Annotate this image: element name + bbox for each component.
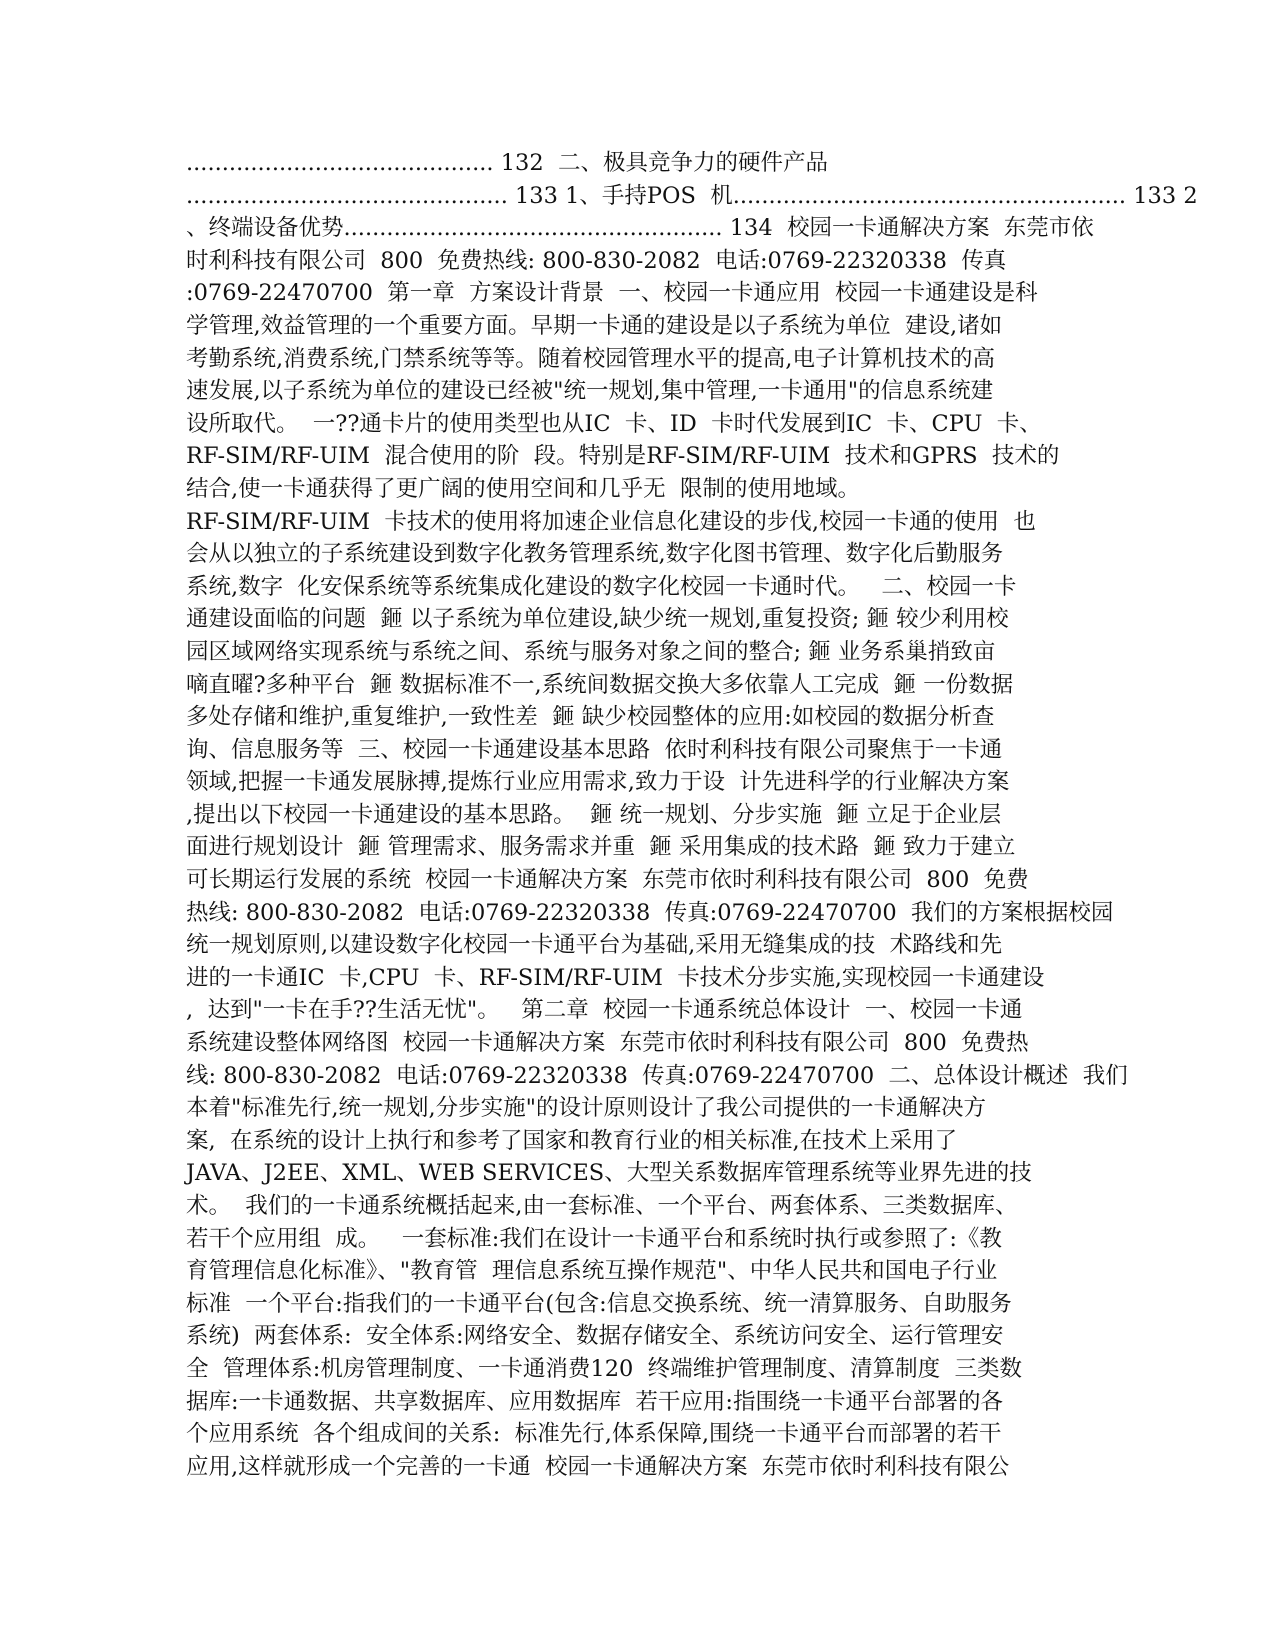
- text-line: 多处存储和维护,重复维护,一致性差 鉔 缺少校园整体的应用:如校园的数据分析查: [186, 704, 995, 731]
- text-line: :0769-22470700 第一章 方案设计背景 一、校园一卡通应用 校园一卡通建设是科: [186, 280, 1038, 307]
- text-line: 案, 在系统的设计上执行和参考了国家和教育行业的相关标准,在技术上采用了: [186, 1127, 958, 1154]
- text-line: ............................................. 133 1、手持POS 机....................................................... 133 2: [186, 182, 1198, 209]
- text-line: 若干个应用组 成。 一套标准:我们在设计一卡通平台和系统时执行或参照了:《教: [186, 1225, 1002, 1252]
- text-line: 热线: 800-830-2082 电话:0769-22320338 传真:0769-22470700 我们的方案根据校园: [186, 899, 1114, 926]
- text-line: 系统,数字 化安保系统等系统集成化建设的数字化校园一卡通时代。 二、校园一卡: [186, 573, 1017, 600]
- text-line: 本着"标准先行,统一规划,分步实施"的设计原则设计了我公司提供的一卡通解决方: [186, 1095, 987, 1122]
- text-line: 全 管理体系:机房管理制度、一卡通消费120 终端维护管理制度、清算制度 三类数: [186, 1355, 1022, 1382]
- body-text: [186, 147, 1198, 1483]
- text-line: 通建设面临的问题 鉔 以子系统为单位建设,缺少统一规划,重复投资; 鉔 较少利用校: [186, 606, 1009, 633]
- text-line: 术。 我们的一卡通系统概括起来,由一套标准、一个平台、两套体系、三类数据库、: [186, 1193, 1018, 1219]
- text-line: 设所取代。 一??通卡片的使用类型也从IC 卡、ID 卡时代发展到IC 卡、CPU 卡、: [186, 410, 1042, 437]
- text-line: RF-SIM/RF-UIM 混合使用的阶 段。特别是RF-SIM/RF-UIM 技术和GPRS 技术的: [186, 443, 1060, 470]
- text-line: 系统建设整体网络图 校园一卡通解决方案 东莞市依时利科技有限公司 800 免费热: [186, 1030, 1029, 1057]
- text-line: ........................................... 132 二、极具竞争力的硬件产品: [186, 150, 828, 176]
- text-line: 速发展,以子系统为单位的建设已经被"统一规划,集中管理,一卡通用"的信息系统建: [186, 378, 994, 405]
- text-line: JAVA、J2EE、XML、WEB SERVICES、大型关系数据库管理系统等业界先进的技: [186, 1160, 1032, 1187]
- text-line: 考勤系统,消费系统,门禁系统等等。随着校园管理水平的提高,电子计算机技术的高: [186, 345, 995, 372]
- text-line: 面进行规划设计 鉔 管理需求、服务需求并重 鉔 采用集成的技术路 鉔 致力于建立: [186, 834, 1016, 861]
- text-line: 时利科技有限公司 800 免费热线: 800-830-2082 电话:0769-22320338 传真: [186, 247, 1007, 274]
- text-line: ,提出以下校园一卡通建设的基本思路。 鉔 统一规划、分步实施 鉔 立足于企业层: [186, 801, 1002, 828]
- text-line: , 达到"一卡在手??生活无忧"。 第二章 校园一卡通系统总体设计 一、校园一卡通: [186, 997, 1023, 1024]
- text-line: 据库:一卡通数据、共享数据库、应用数据库 若干应用:指围绕一卡通平台部署的各: [186, 1388, 1003, 1415]
- text-line: 个应用系统 各个组成间的关系: 标准先行,体系保障,围绕一卡通平台而部署的若干: [186, 1421, 1002, 1448]
- text-line: 询、信息服务等 三、校园一卡通建设基本思路 依时利科技有限公司聚焦于一卡通: [186, 736, 1003, 763]
- text-line: 会从以独立的子系统建设到数字化教务管理系统,数字化图书管理、数字化后勤服务: [186, 541, 1004, 568]
- text-line: 学管理,效益管理的一个重要方面。早期一卡通的建设是以子系统为单位 建设,诸如: [186, 312, 1003, 339]
- text-line: 嘀直曜?多种平台 鉔 数据标准不一,系统间数据交换大多依靠人工完成 鉔 一份数据: [186, 671, 1014, 698]
- text-line: 园区域网络实现系统与系统之间、系统与服务对象之间的整合; 鉔 业务系巢捎致亩: [186, 638, 996, 665]
- text-line: 可长期运行发展的系统 校园一卡通解决方案 东莞市依时利科技有限公司 800 免费: [186, 867, 1029, 894]
- text-line: RF-SIM/RF-UIM 卡技术的使用将加速企业信息化建设的步伐,校园一卡通的使用 也: [186, 508, 1036, 535]
- text-line: 进的一卡通IC 卡,CPU 卡、RF-SIM/RF-UIM 卡技术分步实施,实现校园一卡通建设: [186, 964, 1045, 991]
- text-line: 线: 800-830-2082 电话:0769-22320338 传真:0769-22470700 二、总体设计概述 我们: [186, 1062, 1128, 1089]
- text-line: 应用,这样就形成一个完善的一卡通 校园一卡通解决方案 东莞市依时利科技有限公: [186, 1453, 1010, 1480]
- text-line: 育管理信息化标准》、"教育管 理信息系统互操作规范"、中华人民共和国电子行业: [186, 1258, 998, 1285]
- text-line: 标准 一个平台:指我们的一卡通平台(包含:信息交换系统、统一清算服务、自助服务: [186, 1290, 1012, 1317]
- text-line: 结合,使一卡通获得了更广阔的使用空间和几乎无 限制的使用地域。: [186, 475, 860, 502]
- text-line: 统一规划原则,以建设数字化校园一卡通平台为基础,采用无缝集成的技 术路线和先: [186, 932, 1003, 959]
- text-line: 、终端设备优势..................................................... 134 校园一卡通解决方案 东莞市依: [186, 215, 1094, 242]
- text-line: 系统) 两套体系: 安全体系:网络安全、数据存储安全、系统访问安全、运行管理安: [186, 1323, 1004, 1350]
- text-line: 领域,把握一卡通发展脉搏,提炼行业应用需求,致力于设 计先进科学的行业解决方案: [186, 769, 1010, 796]
